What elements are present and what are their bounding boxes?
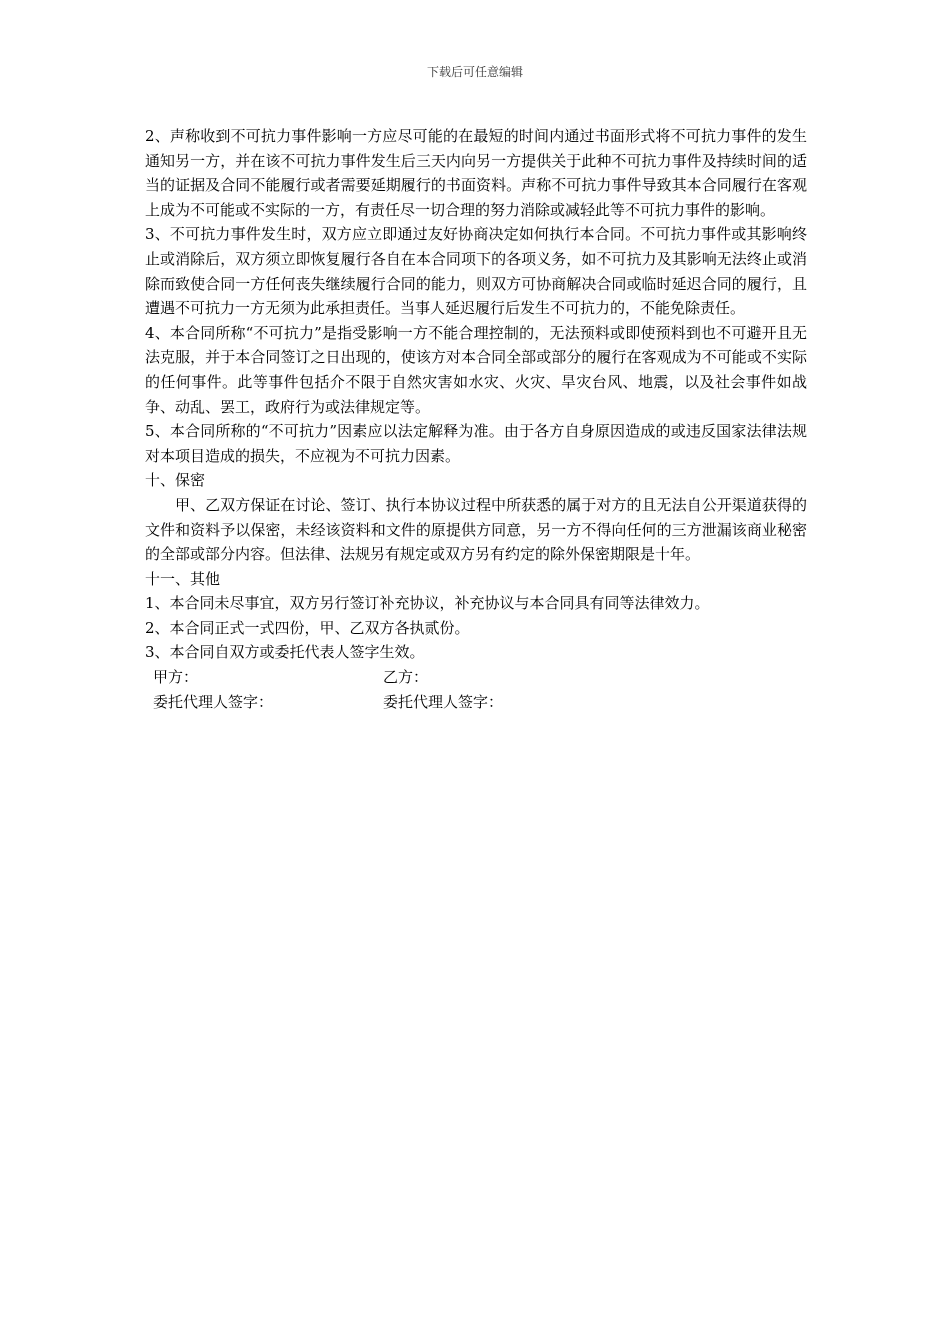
paragraph-force-majeure-notice: 2、声称收到不可抗力事件影响一方应尽可能的在最短的时间内通过书面形式将不可抗力事件的发生通知另一方，并在该不可抗力事件发生后三天内向另一方提供关于此种不可抗力事件及持续时间的适当的证据及合同不能履行或者需要延期履行的书面资料。声称不可抗力事件导致其本合同履行在客观上成为不可能或不实际的一方，有责任尽一切合理的努力消除或减轻此等不可抗力事件的影响。 (145, 127, 807, 219)
agent-b-signature-label: 委托代理人签字： (383, 692, 504, 711)
agent-a-signature-label: 委托代理人签字： (153, 692, 274, 711)
section-heading-confidentiality: 十、保密 (145, 471, 206, 490)
list-item-supplementary: 1、本合同未尽事宜，双方另行签订补充协议，补充协议与本合同具有同等法律效力。 (145, 594, 710, 613)
paragraph-force-majeure-definition: 4、本合同所称“不可抗力”是指受影响一方不能合理控制的，无法预料或即使预料到也不可避开且无法克服，并于本合同签订之日出现的，使该方对本合同全部或部分的履行在客观成为不可能或不实际的任何事件。此等事件包括介不限于自然灾害如水灾、火灾、旱灾台风、地震，以及社会事件如战争、动乱、罢工，政府行为或法律规定等。 (145, 323, 807, 416)
paragraph-confidentiality: 甲、乙双方保证在讨论、签订、执行本协议过程中所获悉的属于对方的且无法自公开渠道获得的文件和资料予以保密，未经该资料和文件的原提供方同意，另一方不得向任何的三方泄漏该商业秘密的全部或部分内容。但法律、法规另有规定或双方另有约定的除外保密期限是十年。 (145, 495, 807, 564)
section-heading-other: 十一、其他 (145, 569, 221, 588)
signature-row-agents (145, 690, 807, 715)
paragraph-force-majeure-interpretation: 5、本合同所称的“不可抗力”因素应以法定解释为准。由于各方自身原因造成的或违反国家法律法规对本项目造成的损失，不应视为不可抗力因素。 (145, 422, 807, 465)
page-header: 下载后可任意编辑 (426, 65, 523, 79)
paragraph-force-majeure-negotiation: 3、不可抗力事件发生时，双方应立即通过友好协商决定如何执行本合同。不可抗力事件或其影响终止或消除后，双方须立即恢复履行各自在本合同项下的各项义务，如不可抗力及其影响无法终止或消除而致使合同一方任何丧失继续履行合同的能力，则双方可协商解决合同或临时延迟合同的履行，且遭遇不可抗力一方无须为此承担责任。当事人延迟履行后发生不可抗力的，不能免除责任。 (145, 225, 807, 318)
party-a-label: 甲方： (153, 668, 199, 687)
signature-row-parties (145, 665, 807, 690)
party-b-label: 乙方： (383, 668, 429, 687)
list-item-copies: 2、本合同正式一式四份，甲、乙双方各执贰份。 (145, 618, 470, 637)
document-body (145, 124, 807, 714)
list-item-effective: 3、本合同自双方或委托代表人签字生效。 (145, 643, 425, 662)
